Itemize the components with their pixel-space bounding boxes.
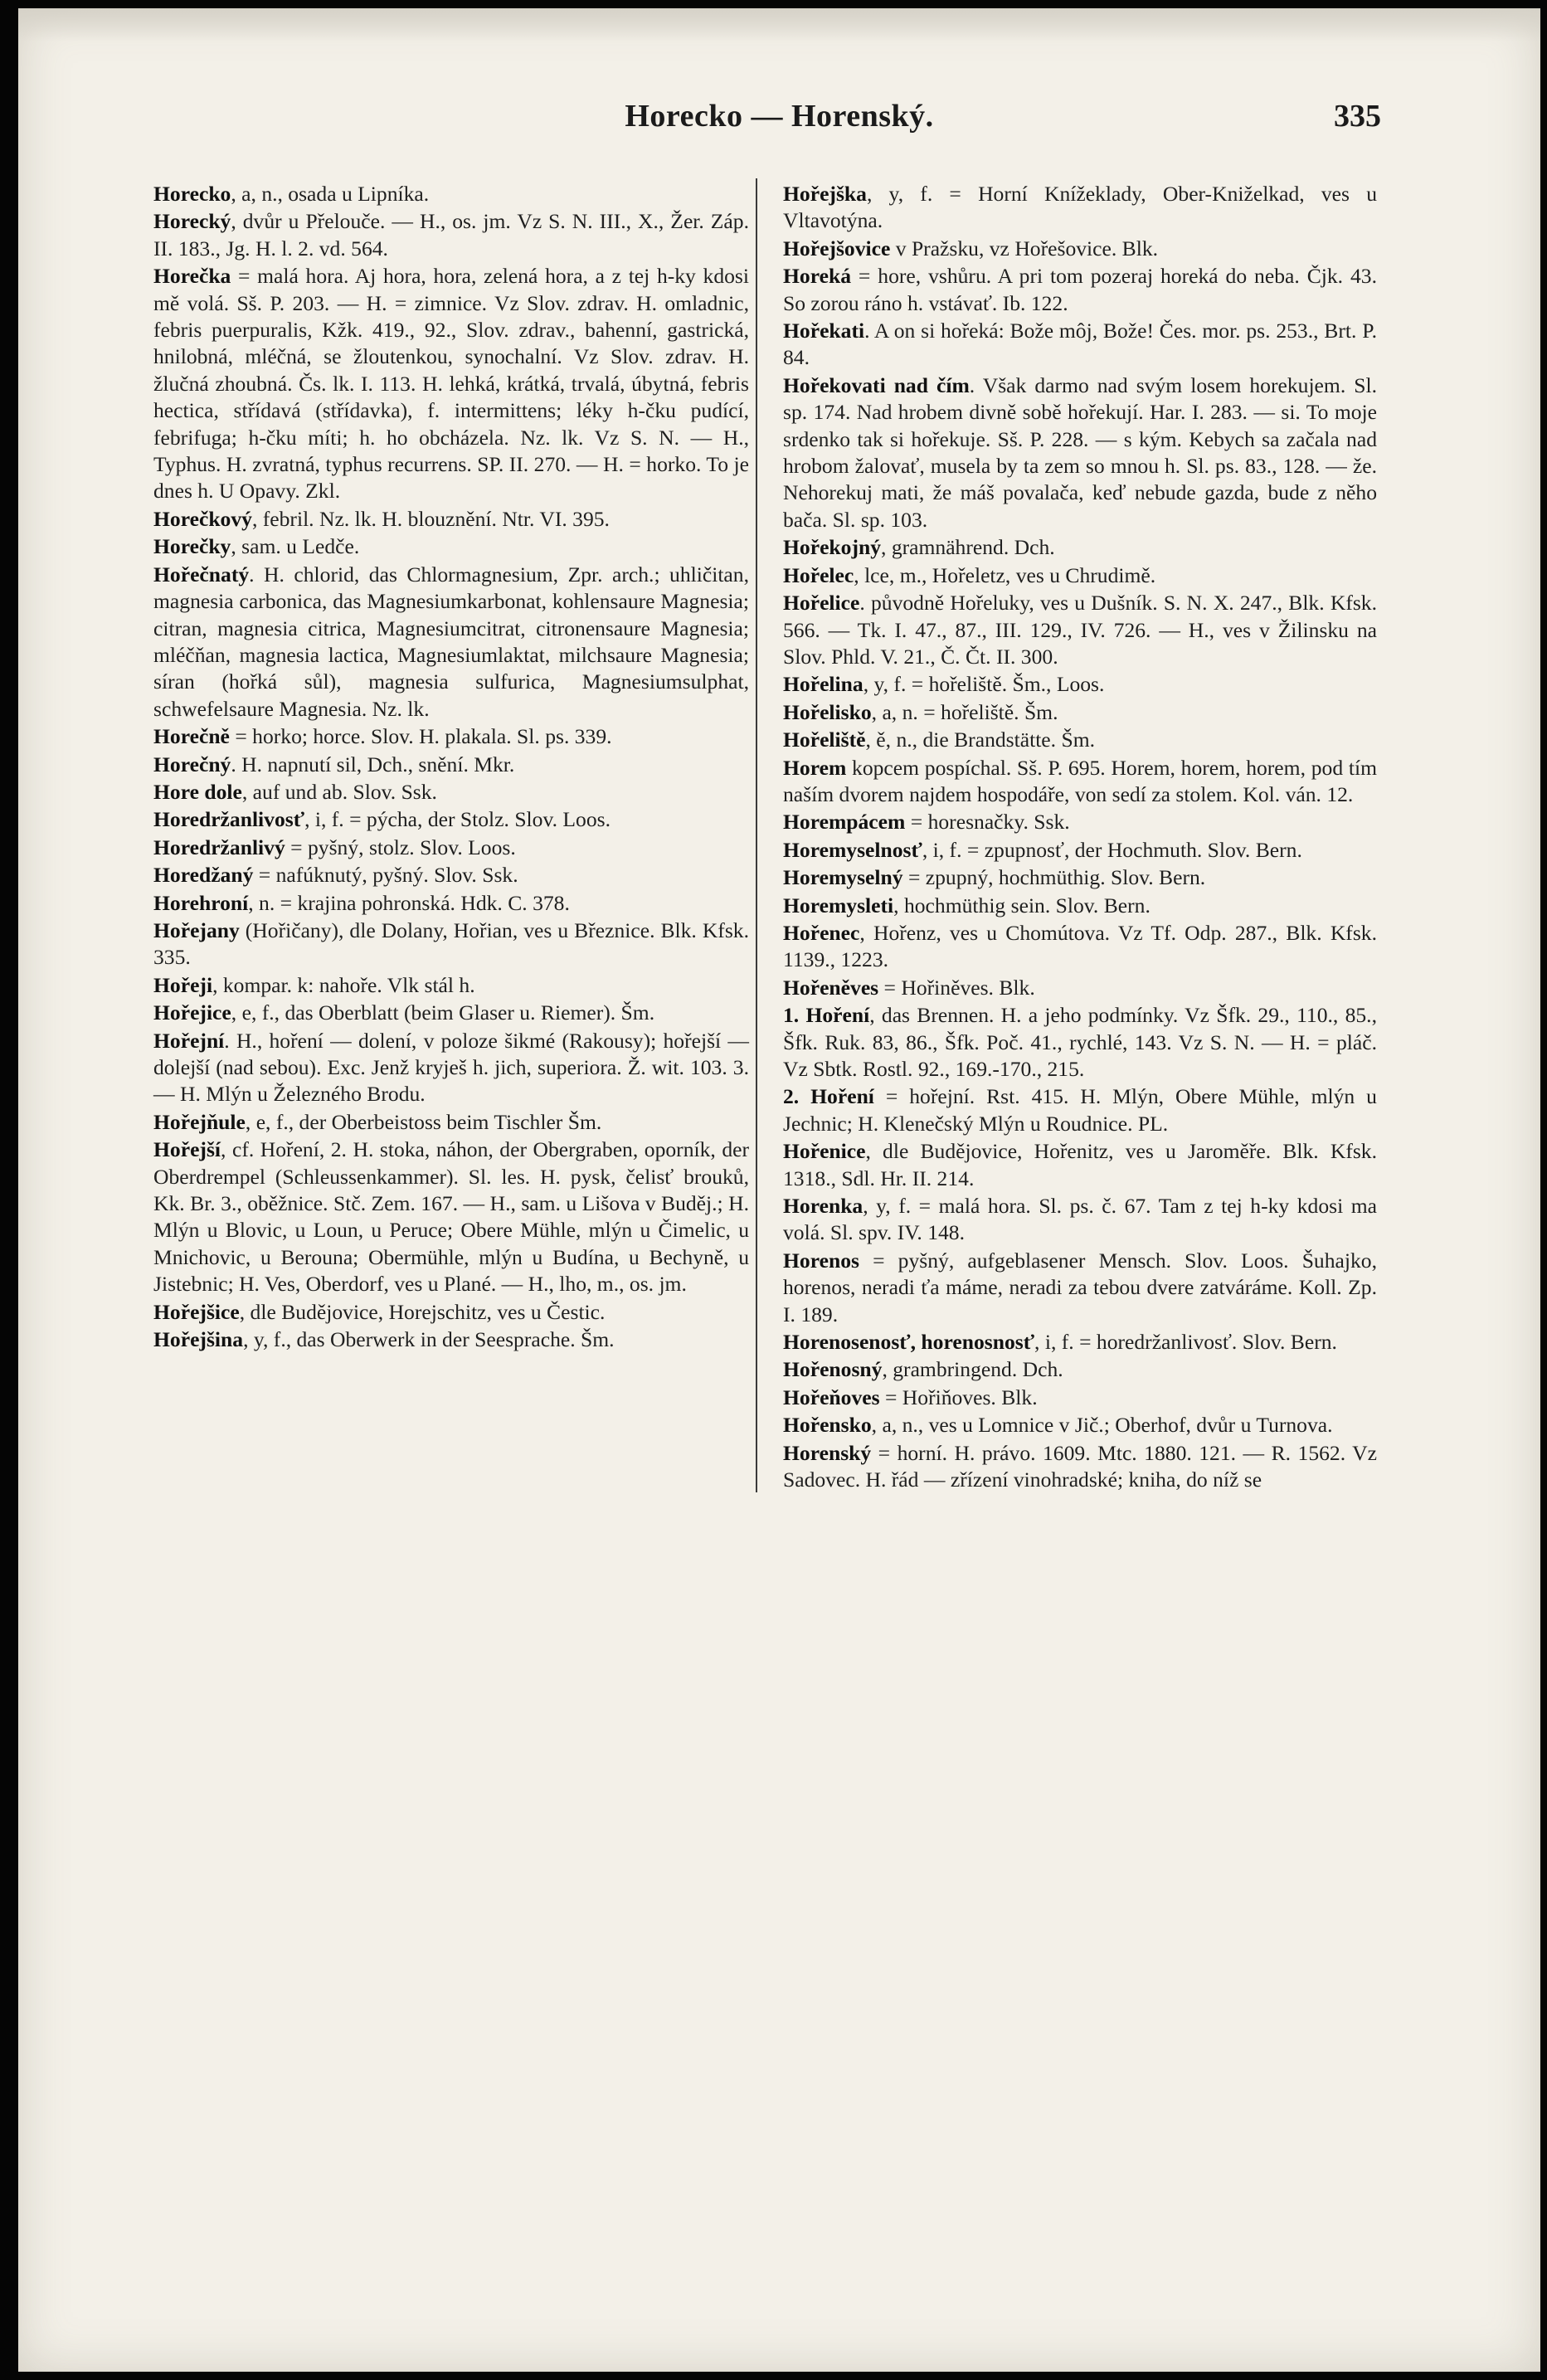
dictionary-entry xyxy=(153,1109,749,1136)
entry-headword: Hořeňoves xyxy=(783,1385,880,1409)
dictionary-entry xyxy=(783,975,1377,1001)
entry-headword: Hořenosný xyxy=(783,1357,883,1382)
entry-definition: , gramnährend. Dch. xyxy=(881,535,1055,560)
dictionary-entry xyxy=(783,727,1377,753)
entry-definition: , dvůr u Přelouče. — H., os. jm. Vz S. N. III., X., Žer. Záp. II. 183., Jg. H. l. 2. vd. 564. xyxy=(153,209,749,260)
left-column xyxy=(153,181,749,1354)
entry-headword: Hořejší xyxy=(153,1137,221,1162)
entry-headword: Horenos xyxy=(783,1248,859,1273)
entry-headword: Hořelina xyxy=(783,672,863,697)
entry-headword: Horečkový xyxy=(153,506,252,531)
entry-headword: Hořekati xyxy=(783,319,865,343)
entry-headword: Horehroní xyxy=(153,890,249,915)
entry-definition: . H. chlorid, das Chlormagnesium, Zpr. arch.; uhličitan, magnesia carbonica, das Magnesiumkarbonat, kohlensaure Magnesia; citran, magnesia citrica, Magnesiumcitrat, citronensaure Magnesia; mléčňan, magnesia lactica, Magnesiumlaktat, milchsaure Magnesia; síran (hořká sůl), magnesia sulfurica, Magnesiumsulphat, schwefelsaure Magnesia. Nz. lk. xyxy=(153,562,749,721)
entry-definition: , hochmüthig sein. Slov. Bern. xyxy=(893,893,1151,917)
entry-headword: Hořelisko xyxy=(783,699,872,724)
dictionary-entry xyxy=(153,533,749,560)
dictionary-entry xyxy=(153,562,749,723)
entry-headword: Hořejice xyxy=(153,1000,231,1025)
entry-headword: Horečný xyxy=(153,752,231,776)
entry-definition: = hore, vshůru. A pri tom pozeraj horeká do neba. Čjk. 43. So zorou ráno h. vstávať. Ib. 122. xyxy=(783,264,1377,315)
entry-definition: , y, f., das Oberwerk in der Seesprache. Šm. xyxy=(243,1327,615,1352)
entry-definition: , kompar. k: nahoře. Vlk stál h. xyxy=(212,972,475,997)
entry-headword: Horeká xyxy=(783,264,851,289)
entry-headword: Horem xyxy=(783,755,847,780)
entry-definition: , lce, m., Hořeletz, ves u Chrudimě. xyxy=(854,562,1156,587)
entry-headword: Hořensko xyxy=(783,1413,872,1438)
entry-headword: Horečka xyxy=(153,264,231,289)
entry-definition: , sam. u Ledče. xyxy=(231,534,360,559)
dictionary-entry xyxy=(153,972,749,999)
dictionary-entry xyxy=(783,1193,1377,1247)
dictionary-entry xyxy=(783,372,1377,533)
dictionary-entry xyxy=(783,181,1377,235)
dictionary-entry xyxy=(153,752,749,778)
entry-definition: , febril. Nz. lk. H. blouznění. Ntr. VI. 395. xyxy=(251,506,610,531)
column-divider xyxy=(756,178,757,1492)
entry-headword: Hořejňule xyxy=(153,1109,246,1134)
entry-definition: , das Brennen. H. a jeho podmínky. Vz Šfk. 29., 110., 85., Šfk. Ruk. 83, 86., Šfk. Poč. 41., rychlé, 143. Vz S. N. — H. = pláč. Vz Sbtk. Rostl. 92., 169.-170., 215. xyxy=(783,1003,1377,1081)
dictionary-entry xyxy=(783,864,1377,891)
right-column xyxy=(783,181,1377,1495)
entry-definition: = Hořiněves. Blk. xyxy=(878,975,1035,1000)
entry-definition: , y, f. = Horní Knížeklady, Ober-Kniželkad, ves u Vltavotýna. xyxy=(783,182,1377,233)
dictionary-entry xyxy=(153,1028,749,1108)
dictionary-entry xyxy=(783,920,1377,974)
entry-definition: , i, f. = pýcha, der Stolz. Slov. Loos. xyxy=(304,807,611,832)
entry-headword: 2. Hoření xyxy=(783,1084,874,1109)
dictionary-entry xyxy=(153,890,749,917)
entry-definition: , n. = krajina pohronská. Hdk. C. 378. xyxy=(248,890,570,915)
entry-definition: = Hořiňoves. Blk. xyxy=(879,1385,1038,1409)
entry-headword: Horedžaný xyxy=(153,863,254,888)
entry-definition: , dle Budějovice, Hořenitz, ves u Jaroměře. Blk. Kfsk. 1318., Sdl. Hr. II. 214. xyxy=(783,1139,1377,1190)
dictionary-entry xyxy=(783,809,1377,835)
entry-definition: = horní. H. právo. 1609. Mtc. 1880. 121. — R. 1562. Vz Sadovec. H. řád — zřízení vinohradské; kniha, do níž se xyxy=(783,1440,1377,1492)
entry-definition: , y, f. = malá hora. Sl. ps. č. 67. Tam z tej h-ky kdosi ma volá. Sl. spv. IV. 148. xyxy=(783,1194,1377,1245)
entry-definition: , a, n. = hořeliště. Šm. xyxy=(871,699,1058,724)
entry-headword: Hořejany xyxy=(153,917,240,942)
entry-headword: Horemyselný xyxy=(783,865,903,890)
page-header xyxy=(18,98,1540,148)
dictionary-entry xyxy=(783,534,1377,561)
entry-definition: . H. napnutí sil, Dch., snění. Mkr. xyxy=(231,752,515,776)
dictionary-entry xyxy=(783,1138,1377,1192)
entry-definition: , grambringend. Dch. xyxy=(882,1357,1063,1382)
entry-definition: , i, f. = zpupnosť, der Hochmuth. Slov. Bern. xyxy=(922,837,1302,862)
entry-headword: Hořejška xyxy=(783,182,867,206)
entry-definition: = pyšný, stolz. Slov. Loos. xyxy=(285,835,516,859)
dictionary-entry xyxy=(153,806,749,833)
dictionary-entry xyxy=(783,1412,1377,1438)
dictionary-entry xyxy=(153,1299,749,1326)
entry-headword: Horedržanlivosť xyxy=(153,807,305,832)
entry-definition: , ě, n., die Brandstätte. Šm. xyxy=(865,728,1096,752)
dictionary-entry xyxy=(783,755,1377,809)
dictionary-entry xyxy=(783,236,1377,262)
dictionary-entry xyxy=(783,1248,1377,1328)
entry-definition: = malá hora. Aj hora, hora, zelená hora, a z tej h-ky kdosi mě volá. Sš. P. 203. — H. = zimnice. Vz Slov. zdrav. H. omladnic, febris puerpuralis, Kžk. 419., 92., Slov. zdrav., bahenní, gastrická, hnilobná, mléčná, se žloutenkou, synochalní. Vz Slov. zdrav. H. žlučná zhoubná. Čs. lk. I. 113. H. lehká, krátká, trvalá, úbytná, febris hectica, střídavá (střídavka), f. intermittens; léky h-čku pudící, febrifuga; h-čku míti; h. ho obcházela. Nz. lk. Vz S. N. — H., Typhus. H. zvratná, typhus recurrens. SP. II. 270. — H. = horko. To je dnes h. U Opavy. Zkl. xyxy=(153,264,749,504)
dictionary-entry xyxy=(153,506,749,533)
entry-headword: Hořenec xyxy=(783,920,860,945)
entry-definition: , cf. Hoření, 2. H. stoka, náhon, der Obergraben, oporník, der Oberdrempel (Schleussenkammer). Sl. les. H. pysk, čelisť brouků, Kk. Br. 3., oběžnice. Stč. Zem. 167. — H., sam. u Lišova v Buděj.; H. Mlýn u Blovic, u Loun, u Peruce; Obere Mühle, mlýn u Čimelic, u Mnichovic, u Berouna; Obermühle, mlýn u Budína, u Bechyně, u Jistebnic; H. Ves, Oberdorf, ves u Plané. — H., lho, m., os. jm. xyxy=(153,1137,749,1297)
entry-definition: = hořejní. Rst. 415. H. Mlýn, Obere Mühle, mlýn u Jechnic; H. Klenečský Mlýn u Roudnice. PL. xyxy=(783,1084,1377,1136)
dictionary-entry xyxy=(153,862,749,888)
entry-definition: v Pražsku, vz Hořešovice. Blk. xyxy=(890,236,1159,260)
entry-headword: Horenosenosť, horenosnosť xyxy=(783,1330,1035,1355)
dictionary-entry xyxy=(153,208,749,262)
entry-headword: Horečky xyxy=(153,534,231,559)
entry-definition: , Hořenz, ves u Chomútova. Vz Tf. Odp. 287., Blk. Kfsk. 1139., 1223. xyxy=(783,920,1377,972)
dictionary-entry xyxy=(783,1329,1377,1355)
dictionary-entry xyxy=(153,1326,749,1353)
entry-headword: Hořejšovice xyxy=(783,236,891,260)
dictionary-entry xyxy=(153,835,749,861)
entry-definition: , a, n., osada u Lipníka. xyxy=(231,182,430,206)
entry-headword: Hořeji xyxy=(153,972,213,997)
entry-headword: Horecký xyxy=(153,209,231,234)
entry-definition: , auf und ab. Slov. Ssk. xyxy=(241,779,437,804)
running-title: Horecko — Horenský. xyxy=(625,99,934,134)
entry-definition: , a, n., ves u Lomnice v Jič.; Oberhof, dvůr u Turnova. xyxy=(871,1413,1333,1438)
entry-definition: . Však darmo nad svým losem horekujem. Sl. sp. 174. Nad hrobem divně sobě hořekují. Har. I. 283. — si. To moje srdenko tak si hořekuje. Sš. P. 228. — s kým. Kebych sa začala nad hrobom žalovať, musela by ta zem so mnou h. Sl. ps. 83., 128. — že. Nehorekuj mati, že máš povalača, keď nebude gazda, bude z něho bača. Sl. sp. 103. xyxy=(783,372,1377,532)
dictionary-entry xyxy=(153,723,749,750)
entry-headword: Hořeněves xyxy=(783,975,879,1000)
entry-definition: = horko; horce. Slov. H. plakala. Sl. ps. 339. xyxy=(229,724,612,749)
entry-headword: 1. Hoření xyxy=(783,1003,870,1028)
entry-headword: Horenka xyxy=(783,1194,863,1219)
entry-headword: Hořejšina xyxy=(153,1327,244,1352)
entry-headword: Hore dole xyxy=(153,779,242,804)
entry-definition: , dle Budějovice, Horejschitz, ves u Čestic. xyxy=(239,1299,606,1324)
entry-headword: Horempácem xyxy=(783,810,906,835)
entry-definition: = horesnačky. Ssk. xyxy=(905,810,1070,835)
entry-definition: . H., hoření — dolení, v poloze šikmé (Rakousy); hořejší — dolejší (nad sebou). Exc. Jenž kryješ h. jich, superiora. Ž. wit. 103. 3. — H. Mlýn u Železného Brodu. xyxy=(153,1028,749,1107)
dictionary-entry xyxy=(783,318,1377,372)
entry-headword: Hořelice xyxy=(783,591,860,616)
entry-headword: Hořečnatý xyxy=(153,562,250,586)
entry-definition: . původně Hořeluky, ves u Dušník. S. N. X. 247., Blk. Kfsk. 566. — Tk. I. 47., 87., III. 129., IV. 726. — H., ves v Žilinsku na Slov. Phld. V. 21., Č. Čt. II. 300. xyxy=(783,591,1377,669)
entry-definition: , e, f., das Oberblatt (beim Glaser u. Riemer). Šm. xyxy=(231,1000,655,1025)
dictionary-entry xyxy=(153,263,749,505)
dictionary-page xyxy=(18,8,1540,2372)
dictionary-entry xyxy=(783,671,1377,698)
entry-headword: Hořeliště xyxy=(783,728,866,752)
dictionary-entry xyxy=(783,1002,1377,1083)
dictionary-entry xyxy=(783,837,1377,864)
entry-headword: Horečně xyxy=(153,724,230,749)
dictionary-entry xyxy=(153,917,749,971)
entry-definition: . A on si hořeká: Bože môj, Bože! Čes. mor. ps. 253., Brt. P. 84. xyxy=(783,319,1377,370)
entry-headword: Horenský xyxy=(783,1440,872,1465)
entry-headword: Horedržanlivý xyxy=(153,835,285,859)
entry-headword: Hořelec xyxy=(783,562,854,587)
dictionary-entry xyxy=(783,893,1377,919)
entry-headword: Hořenice xyxy=(783,1139,866,1164)
entry-definition: , i, f. = horedržanlivosť. Slov. Bern. xyxy=(1034,1330,1337,1355)
entry-definition: , e, f., der Oberbeistoss beim Tischler Šm. xyxy=(245,1109,602,1134)
entry-definition: kopcem pospíchal. Sš. P. 695. Horem, horem, horem, pod tím naším dvorem najdem hospodáře, von sedí za stolem. Kol. ván. 12. xyxy=(783,755,1377,806)
dictionary-entry xyxy=(783,1385,1377,1411)
dictionary-entry xyxy=(153,1136,749,1297)
entry-definition: = pyšný, aufgeblasener Mensch. Slov. Loos. Šuhajko, horenos, neradi ťa máme, neradi za tebou dvere zatváráme. Koll. Zp. I. 189. xyxy=(783,1248,1377,1326)
entry-definition: = zpupný, hochmüthig. Slov. Bern. xyxy=(902,865,1206,890)
dictionary-entry xyxy=(153,181,749,207)
dictionary-entry xyxy=(783,699,1377,726)
entry-headword: Hořekovati nad čím xyxy=(783,372,970,397)
entry-headword: Hořejšice xyxy=(153,1299,240,1324)
entry-definition: = nafúknutý, pyšný. Slov. Ssk. xyxy=(253,863,518,888)
dictionary-entry xyxy=(783,590,1377,670)
dictionary-entry xyxy=(783,263,1377,317)
entry-definition: (Hořičany), dle Dolany, Hořian, ves u Březnice. Blk. Kfsk. 335. xyxy=(153,917,749,970)
entry-definition: , y, f. = hořeliště. Šm., Loos. xyxy=(863,672,1105,697)
entry-headword: Hořejní xyxy=(153,1028,225,1053)
dictionary-entry xyxy=(783,562,1377,589)
entry-headword: Hořekojný xyxy=(783,535,882,560)
dictionary-entry xyxy=(153,1000,749,1026)
entry-headword: Horemysleti xyxy=(783,893,894,917)
page-number: 335 xyxy=(1334,99,1381,134)
dictionary-entry xyxy=(153,779,749,806)
dictionary-entry xyxy=(783,1356,1377,1383)
scan-shadow xyxy=(18,8,1540,41)
entry-headword: Horecko xyxy=(153,182,231,206)
dictionary-entry xyxy=(783,1083,1377,1137)
entry-headword: Horemyselnosť xyxy=(783,837,922,862)
dictionary-entry xyxy=(783,1440,1377,1494)
